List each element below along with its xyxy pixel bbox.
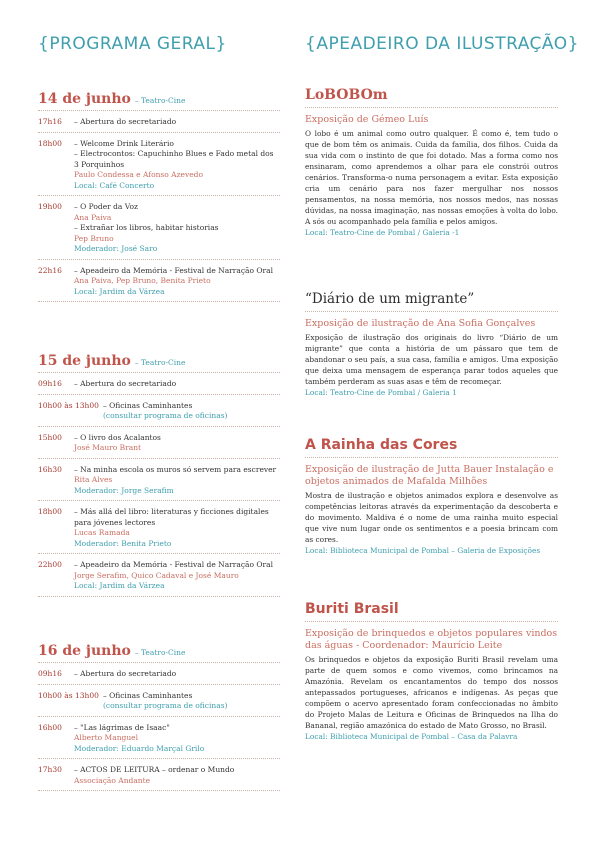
exhibition-description: Os brinquedos e objetos da exposição Buriti Brasil revelam uma parte de quem somos e como vivemos, como brincamos na Amazónia. Revelam os encantamentos do tempo dos nossos antepassados portugueses, africanos e indígenas. As peças que compõem o acervo apresentado foram confeccionadas no âmbito do Projeto Malas de Leitura e Oficinas de Brinquedos na Ilha do Bananal, região amazónica do estado de Mato Grosso, no Brasil.	[305, 655, 558, 730]
schedule-entry	[38, 379, 280, 394]
divider	[38, 553, 280, 554]
divider	[38, 684, 280, 685]
day-date: 15 de junho	[38, 353, 131, 369]
divider	[38, 110, 280, 111]
exhibition-location: Local: Teatro-Cine de Pombal / Galeria 1	[305, 388, 457, 397]
entry-line: – Abertura do secretariado	[74, 669, 177, 678]
day-15-june	[38, 350, 280, 597]
entry-time: 10h00 às 13h00	[38, 690, 99, 700]
exhibition-location: Local: Biblioteca Municipal de Pombal – Galeria de Exposições	[305, 546, 541, 555]
entry-line: – Oficinas Caminhantes	[102, 400, 193, 410]
entry-line: – Welcome Drink Literário	[74, 138, 174, 148]
entry-time: 09h16	[38, 379, 62, 388]
divider	[38, 662, 280, 663]
entry-time: 16h30	[38, 464, 62, 474]
day-venue: – Teatro-Cine	[134, 648, 186, 657]
exhibition-subtitle: Exposição de ilustração de Jutta Bauer Instalação e objetos animados de Mafalda Milhões	[305, 464, 554, 487]
entry-line: Moderador: Jorge Serafim	[74, 485, 174, 495]
exhibition-subtitle: Exposição de Gémeo Luís	[305, 114, 429, 125]
divider	[305, 107, 558, 108]
entry-line: (consultar programa de oficinas)	[102, 701, 228, 710]
entry-line: – Electrocontos: Capuchinho Blues e Fado metal dos 3 Porquinhos	[74, 149, 274, 169]
exhibition-subtitle: Exposição de ilustração de Ana Sofia Gonçalves	[305, 318, 536, 329]
entry-line: Moderador: Eduardo Marçal Grilo	[74, 743, 205, 753]
entry-time: 10h00 às 13h00	[38, 400, 99, 410]
divider	[38, 301, 280, 302]
entry-time: 16h00	[38, 722, 62, 732]
exhibition-description: O lobo é um animal como outro qualquer. É como é, tem tudo o que de bom têm os animais. Cuida da família, dos filhos. Cuida da sua vida com o instinto de que foi dotado. Mas a forma como nos ensinaram, como aprendemos a olhar para ele constrói outros cenários. Transforma-o numa personagem a evitar. Esta exposição cria um cenário para nos fazer mergulhar nos nossos pensamentos, na nossa memória, nos nossos medos, nas nossas dúvidas, na nossa imaginação, nas nossas emoções à volta do lobo. A sós ou acompanhado pela família e pelos amigos.	[305, 129, 558, 226]
schedule-entry	[38, 691, 280, 716]
entry-line: – Apeadeiro da Memória - Festival de Narração Oral	[74, 265, 274, 275]
schedule-entry	[38, 465, 280, 501]
divider	[38, 132, 280, 133]
day-date: 14 de junho	[38, 91, 131, 107]
exhibition-title: A Rainha das Cores	[305, 437, 458, 453]
entry-line: – Oficinas Caminhantes	[102, 690, 193, 700]
divider	[38, 458, 280, 459]
exhibition-location: Local: Biblioteca Municipal de Pombal – Casa da Palavra	[305, 732, 518, 741]
schedule-entry	[38, 266, 280, 302]
exhibition-title: LoBOBOm	[305, 87, 388, 103]
day-16-june	[38, 640, 280, 791]
schedule-entry	[38, 723, 280, 759]
exhibition-buriti-brasil	[305, 600, 558, 742]
schedule-entry	[38, 765, 280, 790]
schedule-entry	[38, 401, 280, 426]
exhibition-description: Exposição de ilustração dos originais do livro “Diário de um migrante” que conta a história de um pássaro que tem de abandonar o seu país, a sua casa, família e amigos. Uma exposição que deixa uma mensagem de esperança parar todos aqueles que também perderam as suas asas e têm de recomeçar.	[305, 333, 558, 386]
schedule-entry	[38, 139, 280, 196]
entry-line: Lucas Ramada	[74, 528, 130, 537]
entry-time: 09h16	[38, 669, 62, 678]
entry-time: 18h00	[38, 138, 62, 148]
schedule-entry	[38, 433, 280, 458]
entry-line: – Na minha escola os muros só servem para escrever	[74, 464, 277, 474]
exhibitions-title: {APEADEIRO DA ILUSTRAÇÃO}	[305, 34, 579, 54]
divider	[38, 500, 280, 501]
entry-line: Jorge Serafim, Quico Cadaval e José Mauro	[74, 570, 239, 580]
entry-time: 19h00	[38, 202, 62, 211]
divider	[38, 394, 280, 395]
exhibition-description: Mostra de ilustração e objetos animados explora e desenvolve as competências leitoras através da experimentação da descoberta e do movimento. Maldiva é o nome de uma rainha muito especial que vive num lugar onde os sentimentos e a poesia brincam com as cores.	[305, 491, 558, 544]
divider	[38, 259, 280, 260]
exhibition-title: Buriti Brasil	[305, 601, 399, 617]
program-title: {PROGRAMA GERAL}	[38, 34, 227, 54]
entry-line: (consultar programa de oficinas)	[102, 411, 228, 420]
schedule-entry	[38, 669, 280, 684]
divider	[305, 621, 558, 622]
schedule-entry	[38, 202, 280, 259]
entry-time: 18h00	[38, 507, 62, 516]
divider	[38, 426, 280, 427]
entry-line: Local: Jardim da Várzea	[74, 286, 165, 296]
day-date: 16 de junho	[38, 643, 131, 659]
entry-line: Alberto Manguel	[74, 733, 139, 742]
exhibition-rainha-cores	[305, 436, 558, 556]
divider	[38, 596, 280, 597]
day-venue: – Teatro-Cine	[134, 96, 186, 105]
entry-line: – Más allá del libro: literaturas y ficciones digitales para jóvenes lectores	[74, 507, 269, 527]
exhibition-subtitle: Exposição de brinquedos e objetos populares vindos das águas - Coordenador: Maurício Leite	[305, 628, 558, 651]
day-venue: – Teatro-Cine	[134, 358, 186, 367]
entry-line: – "Las lágrimas de Isaac"	[74, 722, 170, 732]
entry-time: 17h30	[38, 765, 62, 774]
entry-line: Associação Andante	[74, 775, 151, 785]
entry-line: – O Poder da Voz	[74, 202, 138, 211]
exhibition-diario-migrante	[305, 290, 558, 398]
schedule-entry	[38, 560, 280, 596]
schedule-entry	[38, 117, 280, 132]
exhibition-location: Local: Teatro-Cine de Pombal / Galeria -1	[305, 228, 460, 237]
divider	[38, 790, 280, 791]
entry-time: 15h00	[38, 432, 62, 442]
entry-line: Moderador: José Saro	[74, 244, 158, 253]
divider	[305, 457, 558, 458]
exhibition-title: “Diário de um migrante”	[305, 291, 475, 307]
entry-line: – Extrañar los libros, habitar historias	[74, 223, 219, 232]
entry-line: Rita Alves	[74, 475, 113, 484]
entry-line: – Abertura do secretariado	[74, 379, 177, 388]
schedule-entry	[38, 507, 280, 553]
exhibition-lobobom	[305, 86, 558, 238]
entry-line: – Abertura do secretariado	[74, 117, 177, 126]
day-14-june	[38, 88, 280, 302]
entry-line: – O livro dos Acalantos	[74, 432, 161, 442]
entry-time: 17h16	[38, 117, 62, 126]
entry-line: – Apeadeiro da Memória - Festival de Narração Oral	[74, 560, 274, 569]
entry-line: Local: Jardim da Várzea	[74, 581, 165, 590]
entry-line: Pep Bruno	[74, 233, 114, 243]
entry-line: – ACTOS DE LEITURA – ordenar o Mundo	[74, 765, 235, 774]
entry-time: 22h00	[38, 560, 62, 569]
entry-line: Local: Café Concerto	[74, 180, 155, 190]
entry-line: Ana Paiva, Pep Bruno, Benita Prieto	[74, 276, 211, 285]
entry-line: Paulo Condessa e Afonso Azevedo	[74, 170, 203, 179]
divider	[38, 372, 280, 373]
divider	[38, 195, 280, 196]
divider	[305, 311, 558, 312]
entry-line: José Mauro Brant	[74, 443, 142, 452]
entry-time: 22h16	[38, 265, 62, 275]
entry-line: Ana Paiva	[74, 212, 112, 222]
divider	[38, 716, 280, 717]
entry-line: Moderador: Benita Prieto	[74, 538, 172, 548]
divider	[38, 758, 280, 759]
